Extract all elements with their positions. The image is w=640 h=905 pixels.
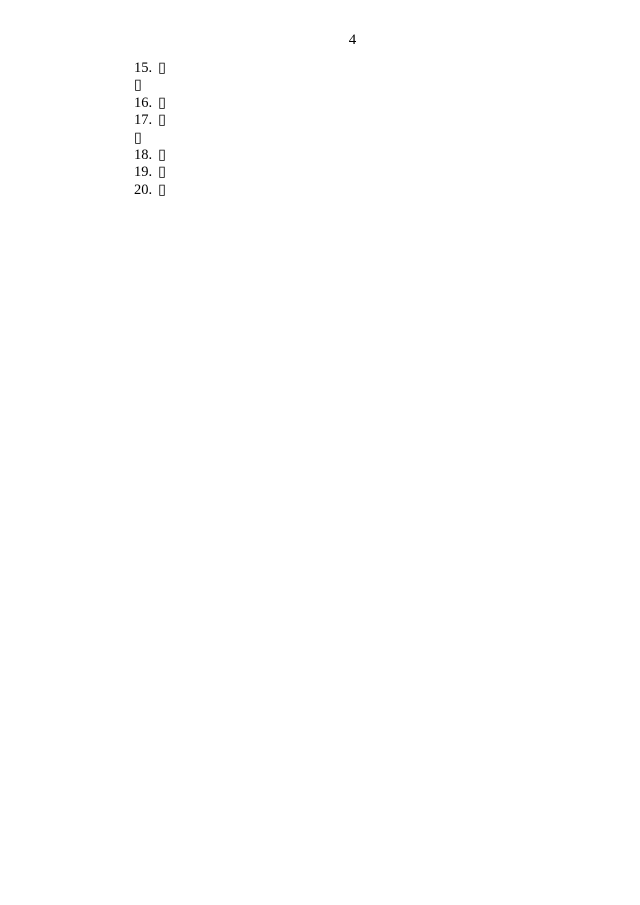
paragraph-text: ▯ <box>134 129 142 146</box>
paragraph-number: 16. <box>134 94 153 111</box>
paragraph-number: 19. <box>134 164 153 181</box>
paragraph-number: 18. <box>134 147 153 164</box>
paragraph-number: 15. <box>134 60 153 76</box>
paragraph-16 <box>92 95 613 112</box>
paragraph-text: ▯ <box>158 147 167 164</box>
paragraph-20 <box>92 182 613 199</box>
paragraph-17-continued <box>92 130 613 147</box>
paragraph-text: ▯ <box>158 181 167 198</box>
paragraph-17 <box>92 112 613 129</box>
paragraph-15 <box>92 60 613 77</box>
paragraph-number: 17. <box>134 112 153 129</box>
page-number: 4 <box>348 32 357 48</box>
paragraph-15-continued <box>92 77 613 94</box>
paragraph-number: 20. <box>134 181 153 198</box>
paragraph-text: ▯ <box>158 60 167 76</box>
paragraph-text: ▯ <box>158 94 167 111</box>
paragraph-18 <box>92 147 613 164</box>
paragraph-19 <box>92 164 613 181</box>
paragraph-text: ▯ <box>158 112 167 129</box>
paragraph-text: ▯ <box>158 164 167 181</box>
paragraph-text: ▯ <box>134 77 142 94</box>
